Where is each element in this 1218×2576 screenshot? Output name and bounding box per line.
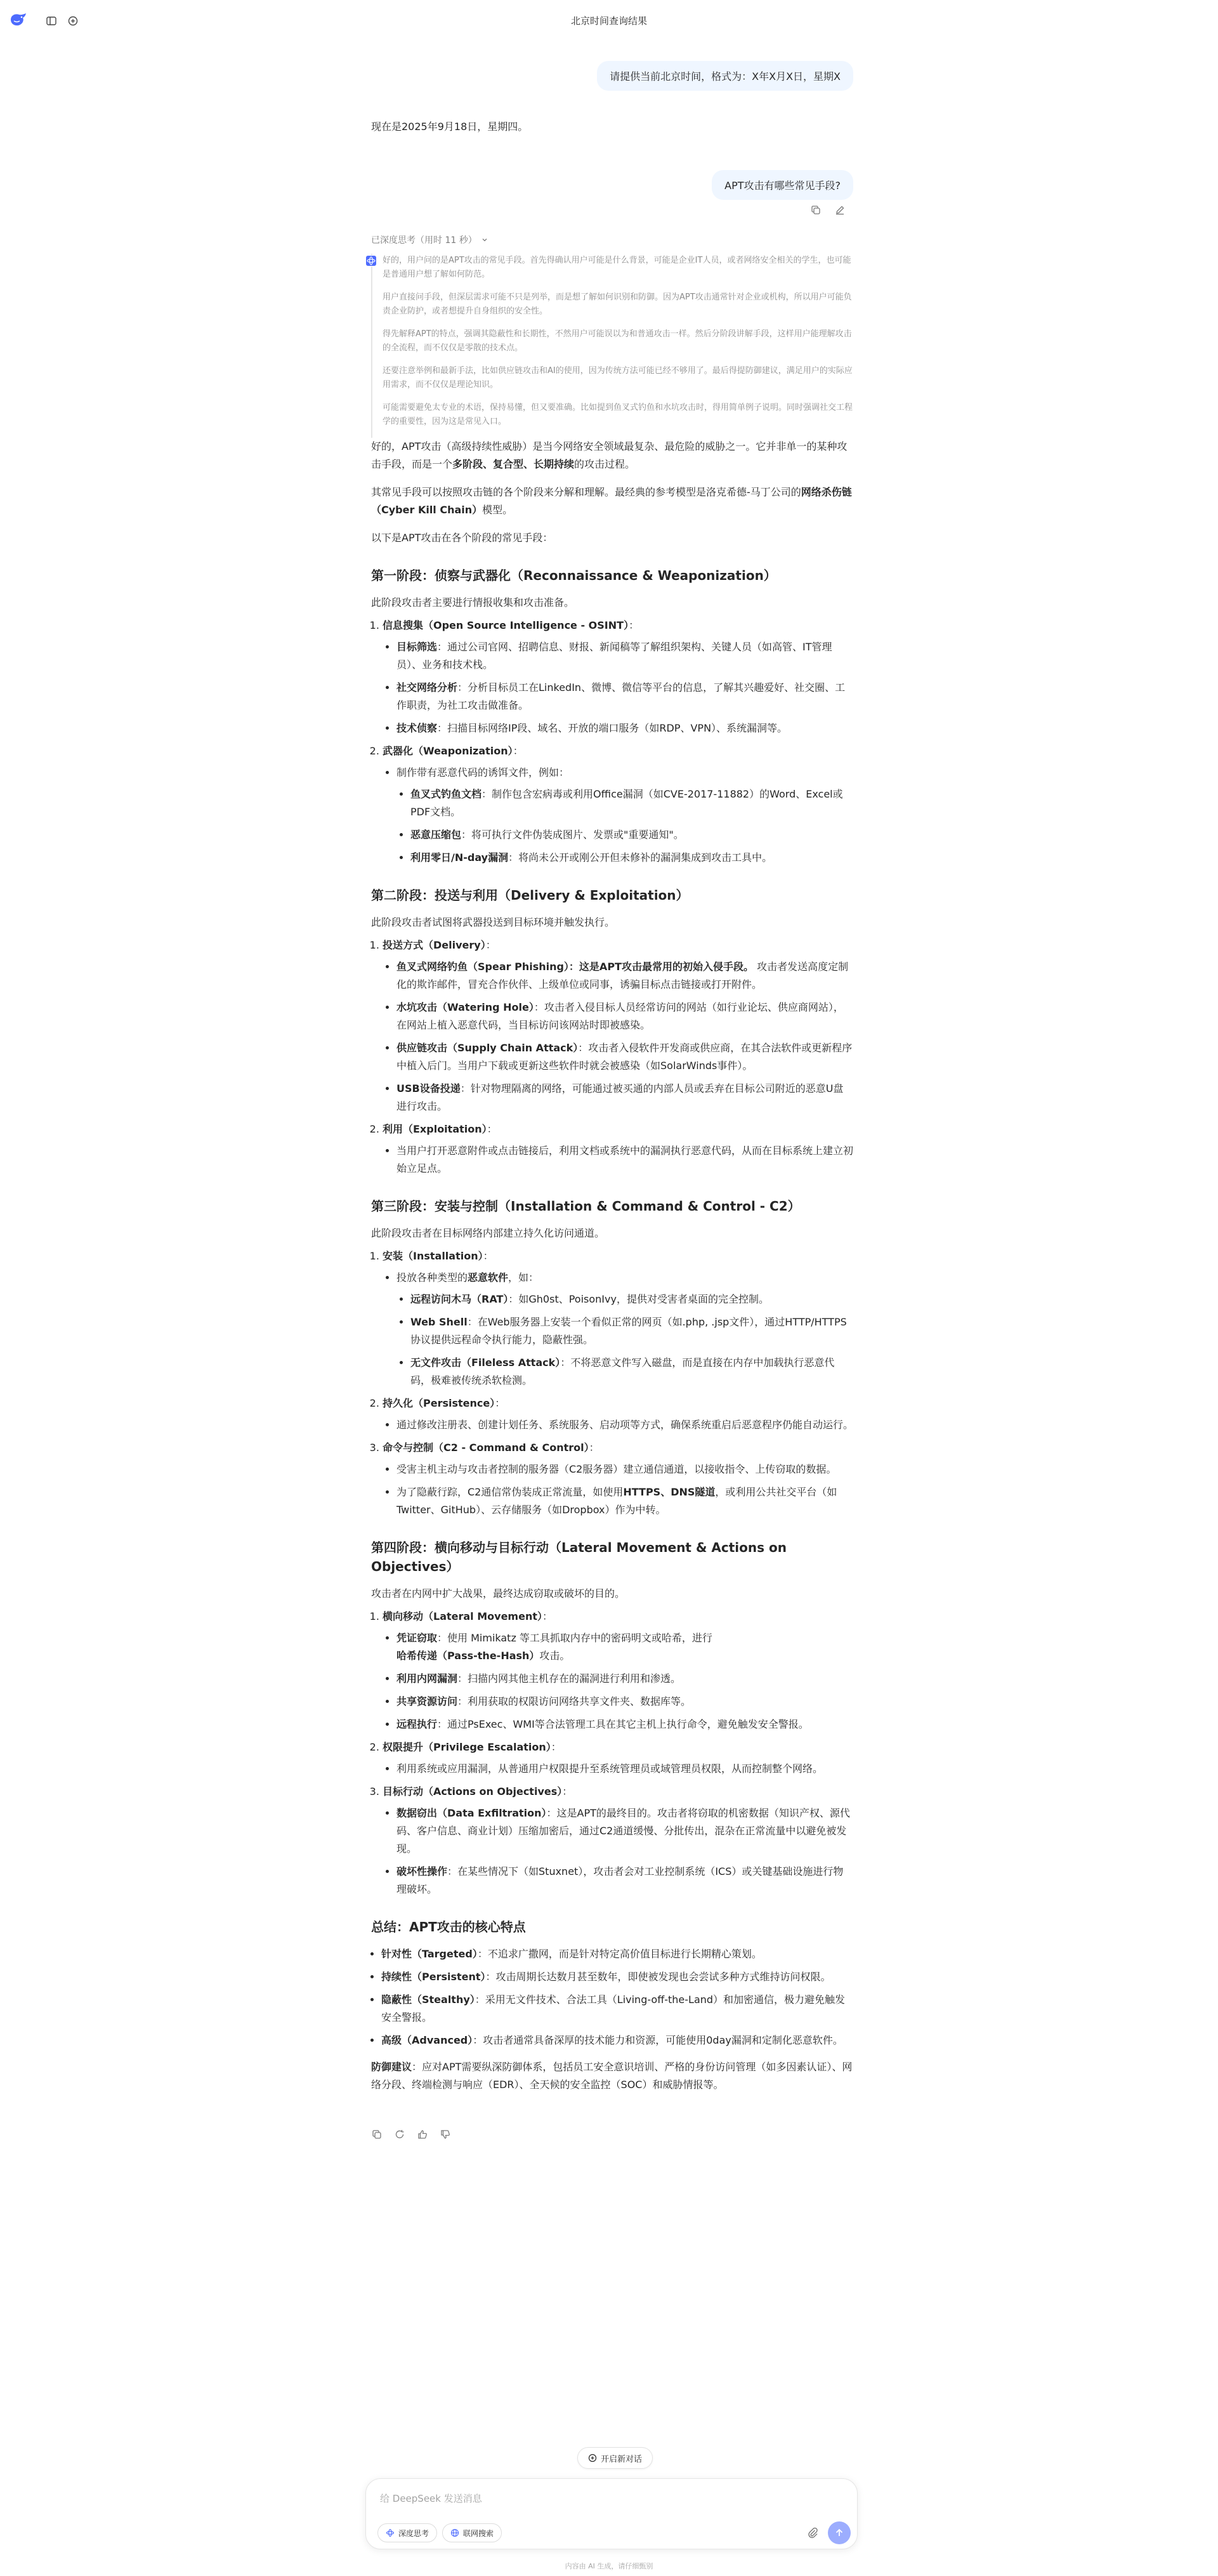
list-item: • 受害主机主动与攻击者控制的服务器（C2服务器）建立通信通道，以接收指令、上传窃取的数据。 xyxy=(396,1461,853,1478)
thinking-paragraph: 好的，用户问的是APT攻击的常见手段。首先得确认用户可能是什么背景，可能是企业IT人员，或者网络安全相关的学生，也可能是普通用户想了解如何防范。 xyxy=(383,256,851,279)
copy-icon[interactable] xyxy=(371,2129,383,2140)
list-item: • 制作带有恶意代码的诱饵文件，例如： • 鱼叉式钓鱼文档：制作包含宏病毒或利用Office漏洞（如CVE-2017-11882）的Word、Excel或PDF文档。 • 恶意压缩包：将可执行文件伪装成图片、发票或"重要通知"。 • 利用零日/N-day漏洞：将尚未公开或刚公开但未修补的漏洞集成到攻击工具中。 xyxy=(396,764,853,867)
send-button[interactable] xyxy=(828,2521,851,2544)
list-item: • 投放各种类型的恶意软件，如： • 远程访问木马（RAT）：如Gh0st、PoisonIvy，提供对受害者桌面的完全控制。 • Web Shell：在Web服务器上安装一个看似正常的网页（如.php, .jsp文件），通过HTTP/HTTPS协议提供远程命令执行能力，隐蔽性强。 • 无文件攻击（Fileless Attack）：不将恶意文件写入磁盘，而是直接在内存中加载执行恶意代码，极难被传统杀软检测。 xyxy=(396,1269,853,1390)
defense-advice: 防御建议：应对APT需要纵深防御体系，包括员工安全意识培训、严格的身份访问管理（如多因素认证）、网络分段、终端检测与响应（EDR）、全天候的安全监控（SOC）和威胁情报等。 xyxy=(371,2061,853,2091)
summary-list xyxy=(371,1945,853,2049)
list-item: • 当用户打开恶意附件或点击链接后，利用文档或系统中的漏洞执行恶意代码，从而在目标系统上建立初始立足点。 xyxy=(396,1142,853,1178)
answer-actions xyxy=(371,2129,451,2140)
list-item: • 通过修改注册表、创建计划任务、系统服务、启动项等方式，确保系统重启后恶意程序仍能自动运行。 xyxy=(396,1416,853,1434)
thumbs-down-icon[interactable] xyxy=(440,2129,451,2140)
list-item: • 为了隐蔽行踪，C2通信常伪装成正常流量，如使用HTTPS、DNS隧道，或利用公共社交平台（如Twitter、GitHub）、云存储服务（如Dropbox）作为中转。 xyxy=(396,1483,853,1519)
chevron-down-icon xyxy=(481,236,488,244)
thinking-atom-icon xyxy=(365,255,377,266)
stage-1-list xyxy=(371,617,853,867)
list-item: • 利用系统或应用漏洞，从普通用户权限提升至系统管理员或域管理员权限，从而控制整个网络。 xyxy=(396,1760,853,1778)
stage-1-desc: 此阶段攻击者主要进行情报收集和攻击准备。 xyxy=(371,596,575,608)
list-item: • 破坏性操作：在某些情况下（如Stuxnet），攻击者会对工业控制系统（ICS）或关键基础设施进行物理破坏。 xyxy=(396,1863,853,1898)
list-item: • 共享资源访问：利用获取的权限访问网络共享文件夹、数据库等。 xyxy=(396,1693,853,1711)
list-item: 2. 武器化（Weaponization）： • 制作带有恶意代码的诱饵文件，例如： • 鱼叉式钓鱼文档：制作包含宏病毒或利用Office漏洞（如CVE-2017-11882）的Word、Excel或PDF文档。 • 恶意压缩包：将可执行文件伪装成图片、发票或"重要通知"。 • 利用零日/N-day漏洞：将尚未公开或刚公开但未修补的漏洞集成到攻击工具中。 xyxy=(383,742,853,867)
top-bar xyxy=(0,0,1218,41)
stage-4-list xyxy=(371,1608,853,1898)
thinking-paragraph: 还要注意举例和最新手法，比如供应链攻击和AI的使用，因为传统方法可能已经不够用了。最后得提防御建议，满足用户的实际应用需求，而不仅仅是理论知识。 xyxy=(383,366,853,390)
stage-3-list xyxy=(371,1247,853,1519)
list-item: 2. 利用（Exploitation）： • 当用户打开恶意附件或点击链接后，利用文档或系统中的漏洞执行恶意代码，从而在目标系统上建立初始立足点。 xyxy=(383,1120,853,1178)
list-item: • 远程执行：通过PsExec、WMI等合法管理工具在其它主机上执行命令，避免触发安全警报。 xyxy=(396,1716,853,1733)
list-item: • 无文件攻击（Fileless Attack）：不将恶意文件写入磁盘，而是直接在内存中加载执行恶意代码，极难被传统杀软检测。 xyxy=(410,1354,853,1390)
summary-heading: 总结：APT攻击的核心特点 xyxy=(371,1919,526,1935)
web-search-toggle[interactable] xyxy=(442,2523,502,2542)
stage-4-desc: 攻击者在内网中扩大战果，最终达成窃取或破坏的目的。 xyxy=(371,1587,625,1600)
list-item: • 社交网络分析：分析目标员工在LinkedIn、微博、微信等平台的信息，了解其兴趣爱好、社交圈、工作职责，为社工攻击做准备。 xyxy=(396,679,853,714)
list-item: • 凭证窃取：使用 Mimikatz 等工具抓取内存中的密码明文或哈希，进行哈希传递（Pass-the-Hash）攻击。 xyxy=(396,1629,853,1665)
list-item: • 隐蔽性（Stealthy）：采用无文件技术、合法工具（Living-off-the-Land）和加密通信，极力避免触发安全警报。 xyxy=(381,1991,853,2027)
deep-think-icon xyxy=(386,2528,395,2537)
thinking-content xyxy=(371,254,853,438)
assistant-answer xyxy=(371,438,853,2104)
thinking-toggle[interactable] xyxy=(371,233,488,246)
list-item: 1. 安装（Installation）： • 投放各种类型的恶意软件，如： • 远程访问木马（RAT）：如Gh0st、PoisonIvy，提供对受害者桌面的完全控制。 • Web Shell：在Web服务器上安装一个看似正常的网页（如.php, .jsp文件），通过HTTP/HTTPS协议提供远程命令执行能力，隐蔽性强。 • 无文件攻击（Fileless Attack）：不将恶意文件写入磁盘，而是直接在内存中加载执行恶意代码，极难被传统杀软检测。 xyxy=(383,1247,853,1390)
list-item: • 利用零日/N-day漏洞：将尚未公开或刚公开但未修补的漏洞集成到攻击工具中。 xyxy=(410,849,853,867)
list-item: • USB设备投递：针对物理隔离的网络，可能通过被买通的内部人员或丢弃在目标公司附近的恶意U盘进行攻击。 xyxy=(396,1080,853,1115)
ai-disclaimer: 内容由 AI 生成，请仔细甄别 xyxy=(565,2562,653,2570)
list-item: • 高级（Advanced）：攻击者通常具备深厚的技术能力和资源，可能使用0day漏洞和定制化恶意软件。 xyxy=(381,2032,853,2049)
list-item: • 鱼叉式网络钓鱼（Spear Phishing）：这是APT攻击最常用的初始入侵手段。 攻击者发送高度定制化的欺诈邮件，冒充合作伙伴、上级单位或同事，诱骗目标点击链接或打开附件。 xyxy=(396,958,853,994)
list-item: • 供应链攻击（Supply Chain Attack）：攻击者入侵软件开发商或供应商，在其合法软件或更新程序中植入后门。当用户下载或更新这些软件时就会被感染（如SolarWinds事件）。 xyxy=(396,1039,853,1075)
list-item: • 数据窃出（Data Exfiltration）：这是APT的最终目的。攻击者将窃取的机密数据（知识产权、源代码、客户信息、商业计划）压缩加密后，通过C2通道缓慢、分批传出，混杂在正常流量中以避免被发现。 xyxy=(396,1804,853,1858)
user-message-1: 请提供当前北京时间，格式为：X年X月X日，星期X xyxy=(597,61,853,91)
globe-icon xyxy=(450,2528,459,2537)
list-item: • 鱼叉式钓鱼文档：制作包含宏病毒或利用Office漏洞（如CVE-2017-11882）的Word、Excel或PDF文档。 xyxy=(410,785,853,821)
regenerate-icon[interactable] xyxy=(394,2129,405,2140)
list-item: • 水坑攻击（Watering Hole）：攻击者入侵目标人员经常访问的网站（如行业论坛、供应商网站），在网站上植入恶意代码，当目标访问该网站时即被感染。 xyxy=(396,999,853,1034)
stage-2-desc: 此阶段攻击者试图将武器投送到目标环境并触发执行。 xyxy=(371,916,615,928)
message-input[interactable] xyxy=(380,2489,824,2508)
answer-intro-2: 其常见手段可以按照攻击链的各个阶段来分解和理解。最经典的参考模型是洛克希德-马丁公司的网络杀伤链（Cyber Kill Chain）模型。 xyxy=(371,486,852,516)
stage-2-heading: 第二阶段：投送与利用（Delivery & Exploitation） xyxy=(371,888,689,903)
list-item: • 远程访问木马（RAT）：如Gh0st、PoisonIvy，提供对受害者桌面的完全控制。 xyxy=(410,1291,853,1308)
user-message-2: APT攻击有哪些常见手段? xyxy=(712,170,853,200)
stage-1-heading: 第一阶段：侦察与武器化（Reconnaissance & Weaponization） xyxy=(371,568,776,583)
list-item: 2. 持久化（Persistence）： • 通过修改注册表、创建计划任务、系统服务、启动项等方式，确保系统重启后恶意程序仍能自动运行。 xyxy=(383,1395,853,1434)
stage-3-heading: 第三阶段：安装与控制（Installation & Command & Control - C2） xyxy=(371,1199,801,1214)
list-item: 3. 命令与控制（C2 - Command & Control）： • 受害主机主动与攻击者控制的服务器（C2服务器）建立通信通道，以接收指令、上传窃取的数据。 • 为了隐蔽行踪，C2通信常伪装成正常流量，如使用HTTPS、DNS隧道，或利用公共社交平台（如Twitter、GitHub）、云存储服务（如Dropbox）作为中转。 xyxy=(383,1439,853,1519)
thinking-paragraph: 可能需要避免太专业的术语，保持易懂，但又要准确。比如提到鱼叉式钓鱼和水坑攻击时，得用简单例子说明。同时强调社交工程学的重要性，因为这是常见入口。 xyxy=(383,403,853,426)
stage-2-list xyxy=(371,936,853,1178)
list-item: • 恶意压缩包：将可执行文件伪装成图片、发票或"重要通知"。 xyxy=(410,826,853,844)
edit-icon[interactable] xyxy=(834,204,846,216)
list-item: 1. 横向移动（Lateral Movement）： • 凭证窃取：使用 Mimikatz 等工具抓取内存中的密码明文或哈希，进行哈希传递（Pass-the-Hash）攻击。 • 利用内网漏洞：扫描内网其他主机存在的漏洞进行利用和渗透。 • 共享资源访问：利用获取的权限访问网络共享文件夹、数据库等。 • 远程执行：通过PsExec、WMI等合法管理工具在其它主机上执行命令，避免触发安全警报。 xyxy=(383,1608,853,1733)
list-item: • 利用内网漏洞：扫描内网其他主机存在的漏洞进行利用和渗透。 xyxy=(396,1670,853,1688)
conversation-title: 北京时间查询结果 xyxy=(570,15,647,27)
list-item: • 目标筛选：通过公司官网、招聘信息、财报、新闻稿等了解组织架构、关键人员（如高管、IT管理员）、业务和技术栈。 xyxy=(396,638,853,674)
assistant-message-1: 现在是2025年9月18日，星期四。 xyxy=(371,121,528,133)
deep-think-label: 深度思考 xyxy=(398,2528,429,2538)
list-item: 1. 信息搜集（Open Source Intelligence - OSINT）： • 目标筛选：通过公司官网、招聘信息、财报、新闻稿等了解组织架构、关键人员（如高管、IT管理员）、业务和技术栈。 • 社交网络分析：分析目标员工在LinkedIn、微博、微信等平台的信息，了解其兴趣爱好、社交圈、工作职责，为社工攻击做准备。 • 技术侦察：扫描目标网络IP段、域名、开放的端口服务（如RDP、VPN）、系统漏洞等。 xyxy=(383,617,853,737)
deep-think-toggle[interactable] xyxy=(377,2523,437,2542)
list-item: 2. 权限提升（Privilege Escalation）： • 利用系统或应用漏洞，从普通用户权限提升至系统管理员或域管理员权限，从而控制整个网络。 xyxy=(383,1738,853,1778)
new-chat-label: 开启新对话 xyxy=(601,2454,643,2464)
attach-icon[interactable] xyxy=(806,2526,820,2540)
answer-intro-1: 好的，APT攻击（高级持续性威胁）是当今网络安全领域最复杂、最危险的威胁之一。它并非单一的某种攻击手段，而是一个多阶段、复合型、长期持续的攻击过程。 xyxy=(371,440,848,470)
list-item: • 针对性（Targeted）：不追求广撒网，而是针对特定高价值目标进行长期精心策划。 xyxy=(381,1945,853,1963)
answer-intro-3: 以下是APT攻击在各个阶段的常见手段： xyxy=(371,532,553,544)
list-item: 3. 目标行动（Actions on Objectives）： • 数据窃出（Data Exfiltration）：这是APT的最终目的。攻击者将窃取的机密数据（知识产权、源代码、客户信息、商业计划）压缩加密后，通过C2通道缓慢、分批传出，混杂在正常流量中以避免被发现。 • 破坏性操作：在某些情况下（如Stuxnet），攻击者会对工业控制系统（ICS）或关键基础设施进行物理破坏。 xyxy=(383,1783,853,1898)
list-item: 1. 投送方式（Delivery）： • 鱼叉式网络钓鱼（Spear Phishing）：这是APT攻击最常用的初始入侵手段。 攻击者发送高度定制化的欺诈邮件，冒充合作伙伴、上级单位或同事，诱骗目标点击链接或打开附件。 • 水坑攻击（Watering Hole）：攻击者入侵目标人员经常访问的网站（如行业论坛、供应商网站），在网站上植入恶意代码，当目标访问该网站时即被感染。 • 供应链攻击（Supply Chain Attack）：攻击者入侵软件开发商或供应商，在其合法软件或更新程序中植入后门。当用户下载或更新这些软件时就会被感染（如SolarWinds事件）。 • USB设备投递：针对物理隔离的网络，可能通过被买通的内部人员或丢弃在目标公司附近的恶意U盘进行攻击。 xyxy=(383,936,853,1115)
user-message-actions xyxy=(810,204,846,216)
stage-4-heading: 第四阶段：横向移动与目标行动（Lateral Movement & Actions on Objectives） xyxy=(371,1540,787,1574)
message-composer xyxy=(365,2478,858,2549)
thinking-toggle-label: 已深度思考（用时 11 秒） xyxy=(371,235,477,246)
new-chat-plus-icon xyxy=(588,2454,597,2462)
thinking-paragraph: 得先解释APT的特点，强调其隐蔽性和长期性，不然用户可能误以为和普通攻击一样。然后分阶段讲解手段，这样用户能理解攻击的全流程，而不仅仅是零散的技术点。 xyxy=(383,329,852,353)
web-search-label: 联网搜索 xyxy=(463,2528,494,2538)
thinking-paragraph: 用户直接问手段，但深层需求可能不只是列举，而是想了解如何识别和防御。因为APT攻击通常针对企业或机构，所以用户可能负责企业防护，或者想提升自身组织的安全性。 xyxy=(383,292,852,316)
copy-icon[interactable] xyxy=(810,204,822,216)
list-item: • 技术侦察：扫描目标网络IP段、域名、开放的端口服务（如RDP、VPN）、系统漏洞等。 xyxy=(396,720,853,737)
arrow-up-icon xyxy=(834,2528,844,2538)
list-item: • Web Shell：在Web服务器上安装一个看似正常的网页（如.php, .jsp文件），通过HTTP/HTTPS协议提供远程命令执行能力，隐蔽性强。 xyxy=(410,1313,853,1349)
thumbs-up-icon[interactable] xyxy=(417,2129,428,2140)
new-chat-button[interactable] xyxy=(577,2447,653,2469)
stage-3-desc: 此阶段攻击者在目标网络内部建立持久化访问通道。 xyxy=(371,1227,605,1239)
list-item: • 持续性（Persistent）：攻击周期长达数月甚至数年，即使被发现也会尝试多种方式维持访问权限。 xyxy=(381,1968,853,1986)
